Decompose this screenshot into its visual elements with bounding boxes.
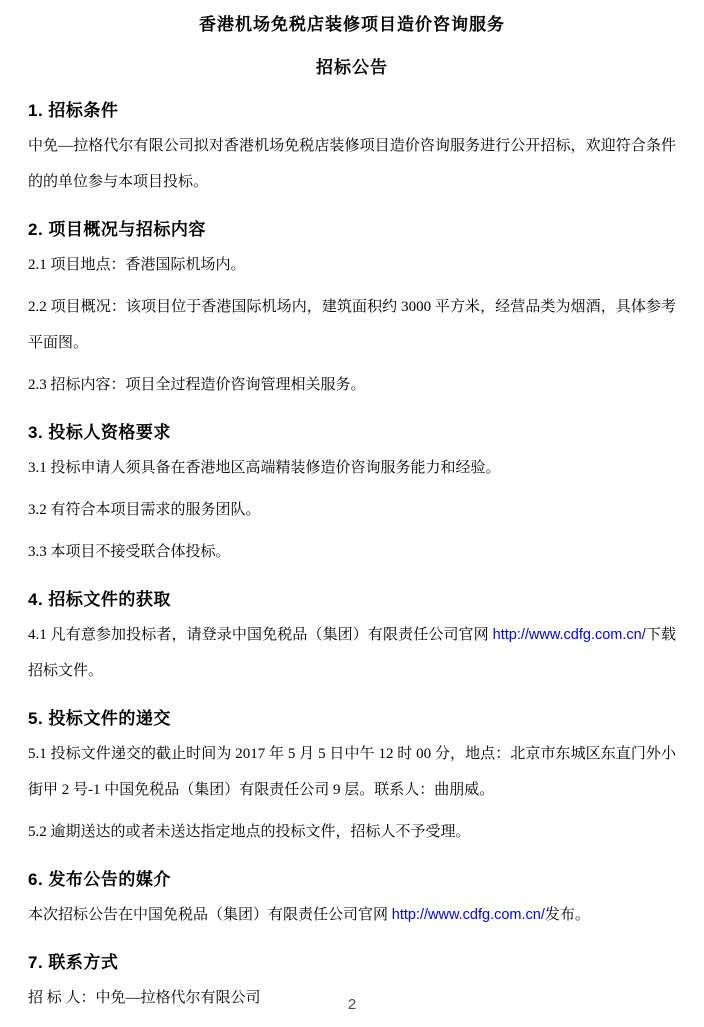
paragraph: 2.3 招标内容：项目全过程造价咨询管理相关服务。 xyxy=(28,377,366,393)
paragraph-text: 发布。 xyxy=(544,907,590,923)
paragraph xyxy=(28,617,676,689)
cdfg-website-link[interactable]: http://www.cdfg.com.cn/ xyxy=(492,627,646,643)
page-number: 2 xyxy=(347,996,357,1013)
section-project-overview xyxy=(28,217,676,403)
paragraph: 5.2 逾期送达的或者未送达指定地点的投标文件，招标人不予受理。 xyxy=(28,824,471,840)
cdfg-website-link[interactable]: http://www.cdfg.com.cn/ xyxy=(391,907,545,923)
paragraph-text: 本次招标公告在中国免税品（集团）有限责任公司官网 xyxy=(28,907,392,923)
section-document-acquisition xyxy=(28,587,676,689)
section-bidder-qualifications xyxy=(28,420,676,570)
section-announcement-media xyxy=(28,867,676,933)
paragraph: 5.1 投标文件递交的截止时间为 2017 年 5 月 5 日中午 12 时 00 分，地点：北京市东城区东直门外小街甲 2 号-1 中国免税品（集团）有限责任公司 9 层。联系人：曲朋威。 xyxy=(28,746,676,798)
section-heading: 7. 联系方式 xyxy=(28,953,119,972)
paragraph: 3.2 有符合本项目需求的服务团队。 xyxy=(28,502,261,518)
paragraph: 2.1 项目地点：香港国际机场内。 xyxy=(28,257,246,273)
section-heading: 1. 招标条件 xyxy=(28,101,119,120)
paragraph-text: 4.1 凡有意参加投标者，请登录中国免税品（集团）有限责任公司官网 xyxy=(28,627,493,643)
paragraph xyxy=(28,897,676,933)
paragraph: 3.3 本项目不接受联合体投标。 xyxy=(28,544,231,560)
section-heading: 6. 发布公告的媒介 xyxy=(28,870,171,889)
paragraph: 2.2 项目概况：该项目位于香港国际机场内，建筑面积约 3000 平方米，经营品类为烟酒，具体参考平面图。 xyxy=(28,299,676,351)
document-title: 香港机场免税店装修项目造价咨询服务 xyxy=(199,15,505,34)
section-heading: 5. 投标文件的递交 xyxy=(28,709,171,728)
section-heading: 3. 投标人资格要求 xyxy=(28,423,171,442)
section-bidding-conditions xyxy=(28,98,676,200)
section-document-submission xyxy=(28,706,676,850)
paragraph: 招 标 人：中免—拉格代尔有限公司 xyxy=(28,990,261,1006)
document-subtitle: 招标公告 xyxy=(316,58,388,77)
section-heading: 4. 招标文件的获取 xyxy=(28,590,171,609)
paragraph: 3.1 投标申请人须具备在香港地区高端精装修造价咨询服务能力和经验。 xyxy=(28,460,501,476)
paragraph: 中免—拉格代尔有限公司拟对香港机场免税店装修项目造价咨询服务进行公开招标，欢迎符合条件的的单位参与本项目投标。 xyxy=(28,138,676,190)
paragraph-text: 下载招标文件。 xyxy=(28,627,676,679)
section-heading: 2. 项目概况与招标内容 xyxy=(28,220,206,239)
